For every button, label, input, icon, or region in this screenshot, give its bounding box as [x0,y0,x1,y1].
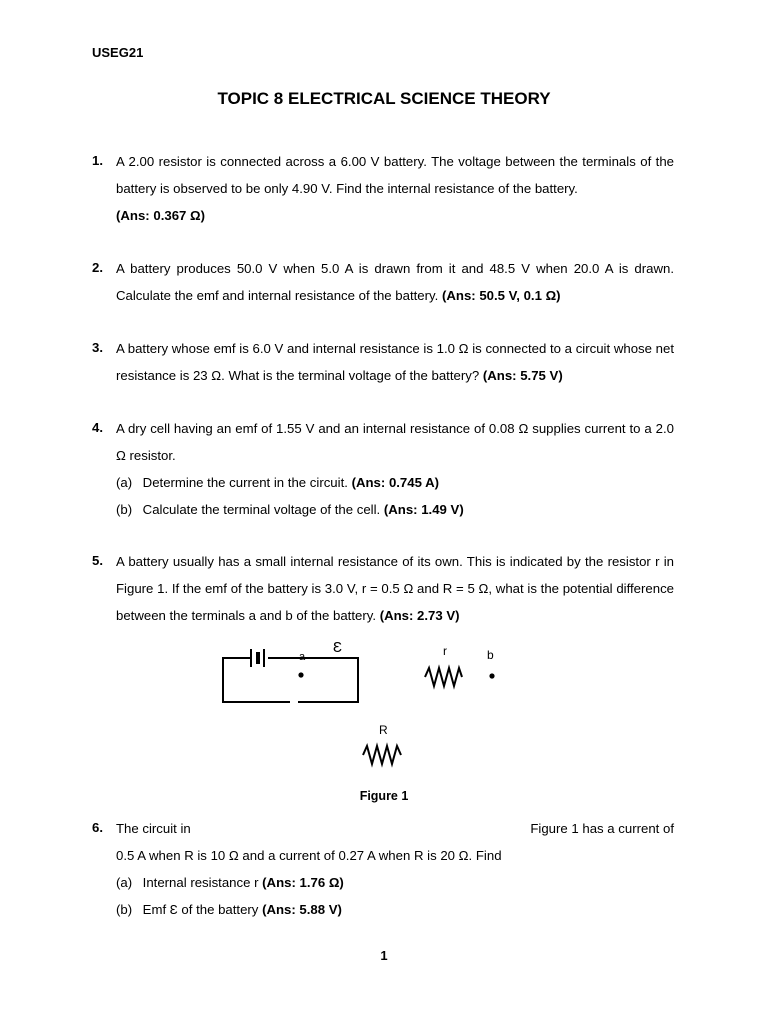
label-a: a [299,651,306,663]
question-text: A battery whose emf is 6.0 V and internal resistance is 1.0 Ω is connected to a circuit whose net resistance is 23 Ω. What is the terminal voltage of the battery? [116,341,674,383]
question-4 [92,415,674,523]
question-number: 2. [92,260,103,275]
question-part-b [116,896,674,923]
question-number: 4. [92,420,103,435]
question-answer: (Ans: 0.367 Ω) [116,208,205,223]
question-text: A battery produces 50.0 V when 5.0 A is drawn from it and 48.5 V when 20.0 A is drawn. Calculate the emf and internal resistance of the battery. [116,261,674,303]
resistor-R-symbol [363,746,401,764]
part-text: Calculate the terminal voltage of the cell. [142,502,381,517]
label-R: R [379,723,388,737]
question-answer: (Ans: 50.5 V, 0.1 Ω) [441,288,561,303]
question-text: 0.5 A when R is 10 Ω and a current of 0.27 A when R is 20 Ω. Find [116,848,502,863]
circuit-wire-left [223,658,290,702]
question-text: A 2.00 resistor is connected across a 6.00 V battery. The voltage between the terminals of the battery is observed to be only 4.90 V. Find the internal resistance of the battery. [116,154,674,196]
question-text: A dry cell having an emf of 1.55 V and an internal resistance of 0.08 Ω supplies current to a 2.0 Ω resistor. [116,421,674,463]
page-number: 1 [380,948,388,963]
terminal-a-dot [298,672,303,677]
question-part-b [116,496,674,523]
part-text: Determine the current in the circuit. [142,475,348,490]
question-answer: (Ans: 5.75 V) [482,368,563,383]
question-part-a [116,469,674,496]
label-b: b [487,648,494,662]
question-text-end: Figure 1 has a current of [530,821,674,836]
part-answer: (Ans: 0.745 A) [351,475,440,490]
question-3 [92,335,674,389]
page-title: TOPIC 8 ELECTRICAL SCIENCE THEORY [217,89,551,108]
part-text: Internal resistance r [142,875,259,890]
question-answer: (Ans: 2.73 V) [379,608,460,623]
part-answer: (Ans: 5.88 V) [262,902,342,917]
figure-caption: Figure 1 [359,789,409,803]
question-number: 5. [92,553,103,568]
question-5 [92,548,674,629]
question-text-start: The circuit in [116,821,191,836]
label-emf: Ɛ [333,639,343,656]
question-part-a [116,869,674,896]
question-number: 1. [92,153,103,168]
part-answer: (Ans: 1.76 Ω) [262,875,344,890]
part-label: (a) [116,475,133,490]
question-2 [92,255,674,309]
question-1 [92,148,674,229]
part-label: (b) [116,502,133,517]
resistor-r-symbol [425,668,462,686]
part-text: Emf Ɛ of the battery [142,902,259,917]
question-text: A battery usually has a small internal resistance of its own. This is indicated by the resistor r in Figure 1. If the emf of the battery is 3.0 V, r = 0.5 Ω and R = 5 Ω, what is the potential difference between the terminals a and b of the battery. [116,554,674,623]
part-label: (b) [116,902,133,917]
question-number: 3. [92,340,103,355]
question-number: 6. [92,820,103,835]
part-answer: (Ans: 1.49 V) [383,502,464,517]
course-code: USEG21 [92,45,144,60]
circuit-wire-right [268,658,358,702]
terminal-b-dot [489,673,494,678]
question-6 [92,815,674,923]
part-label: (a) [116,875,133,890]
label-r: r [443,644,447,658]
